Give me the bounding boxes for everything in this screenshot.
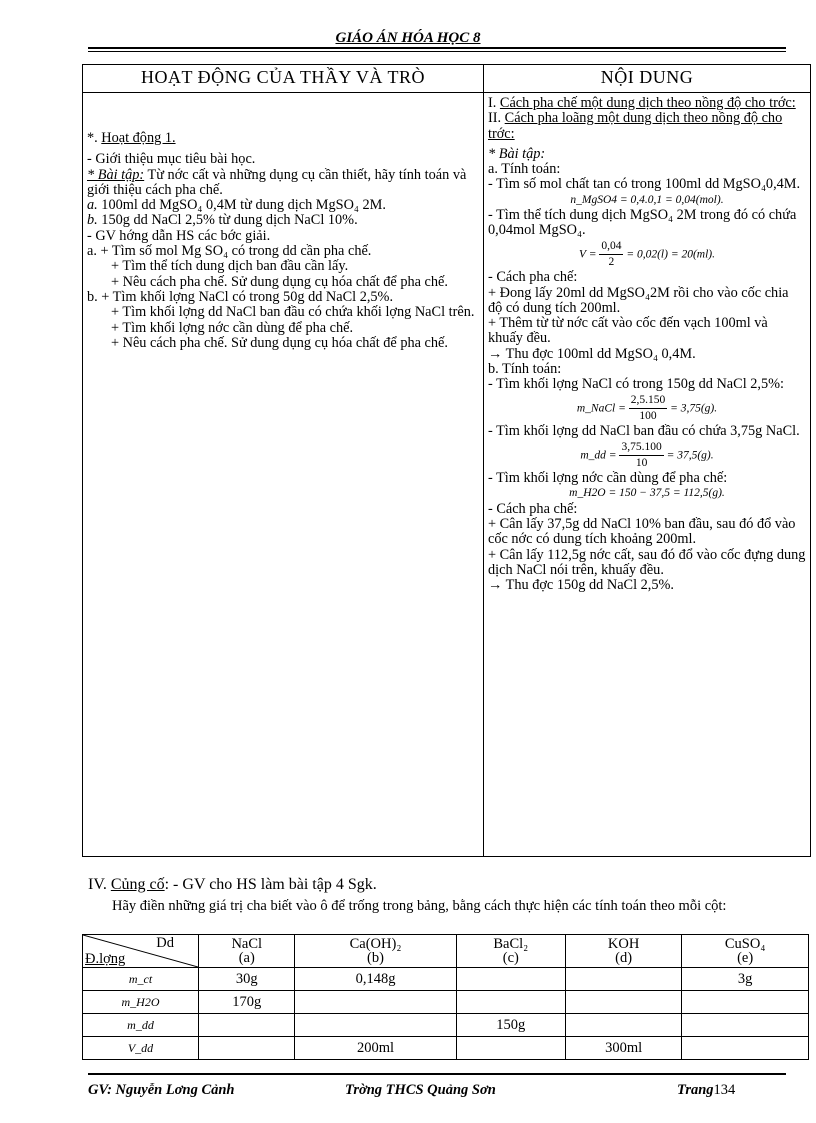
activity-title: *. Hoạt động 1. bbox=[87, 130, 176, 146]
lesson-table bbox=[82, 64, 811, 857]
column-header: CuSO₄ (e) bbox=[682, 935, 809, 968]
column-header: NaCl (a) bbox=[199, 935, 295, 968]
activity-line: + Tìm thể tích dung dịch ban đầu cần lấy. bbox=[111, 258, 349, 275]
section-II: II. Cách pha loãng một dung dịch theo nồng độ cho trớc: bbox=[488, 110, 783, 142]
content-line: a. Tính toán: bbox=[488, 161, 561, 178]
column-divider bbox=[483, 65, 484, 856]
content-column bbox=[488, 96, 806, 594]
content-line: + Thêm từ từ nớc cất vào cốc đến vạch 100ml và khuấy đều. bbox=[488, 315, 768, 347]
corner-top-label: Dd bbox=[156, 935, 174, 951]
section-I: I. Cách pha chế một dung dịch theo nồng độ cho trớc: bbox=[488, 95, 796, 111]
section-iv-description: Hãy điền những giá trị cha biết vào ô để trống trong bảng, bằng cách thực hiện các tính toán theo mỗi cột: bbox=[112, 898, 727, 914]
document-header bbox=[0, 30, 816, 47]
content-line: - Tìm số mol chất tan có trong 100ml dd MgSO₄0,4M. bbox=[488, 176, 801, 193]
document-title: GIÁO ÁN HÓA HỌC 8 bbox=[335, 30, 481, 46]
header-rule-thick bbox=[88, 47, 786, 49]
activity-line: - GV hớng dẫn HS các bớc giải. bbox=[87, 227, 271, 244]
activity-line: + Tìm khối lợng dd NaCl ban đầu có chứa khối lợng NaCl trên. bbox=[111, 304, 475, 321]
table-row: m_H2O 170g bbox=[83, 991, 809, 1014]
activity-line: a. + Tìm số mol Mg SO₄ có trong dd cần pha chế. bbox=[87, 243, 372, 260]
activity-line: + Nêu cách pha chế. Sử dung dụng cụ hóa chất để pha chế. bbox=[111, 273, 448, 290]
table-corner-cell bbox=[83, 935, 199, 968]
activity-line: - Giới thiệu mục tiêu bài học. bbox=[87, 151, 256, 168]
footer-page: Trang134 bbox=[677, 1082, 736, 1098]
formula-water-mass: m_H2O = 150 − 37,5 = 112,5(g). bbox=[569, 487, 725, 500]
activity-line: + Nêu cách pha chế. Sử dung dụng cụ hóa chất để pha chế. bbox=[111, 334, 448, 351]
header-divider bbox=[83, 92, 810, 93]
activity-line: b. + Tìm khối lợng NaCl có trong 50g dd NaCl 2,5%. bbox=[87, 288, 394, 305]
content-line: - Cách pha chế: bbox=[488, 500, 578, 517]
section-iv-heading: IV. Củng cố: - GV cho HS làm bài tập 4 Sgk. bbox=[88, 876, 377, 893]
content-line: → Thu đợc 100ml dd MgSO₄ 0,4M. bbox=[488, 345, 696, 362]
table-row: m_dd 150g bbox=[83, 1014, 809, 1037]
activity-line: + Tìm khối lợng nớc cần dùng để pha chế. bbox=[111, 319, 354, 336]
column-header: BaCl₂ (c) bbox=[456, 935, 566, 968]
footer-rule-thick bbox=[88, 1073, 786, 1075]
content-line: - Cách pha chế: bbox=[488, 269, 578, 286]
content-line: + Đong lấy 20ml dd MgSO₄2M rồi cho vào cốc chia độ có dung tích 200ml. bbox=[488, 284, 789, 316]
activities-column bbox=[87, 131, 479, 351]
header-activities: HOẠT ĐỘNG CỦA THẦY VÀ TRÒ bbox=[140, 67, 426, 87]
header-rule-thin bbox=[88, 51, 786, 52]
content-line: b. Tính toán: bbox=[488, 361, 562, 378]
content-line: - Tìm thể tích dung dịch MgSO₄ 2M trong đó có chứa 0,04mol MgSO₄. bbox=[488, 207, 797, 239]
formula-solution-mass: m_dd = $\frac{3,75.100}{10}$ = 37,5(g). bbox=[580, 440, 714, 469]
table-row: m_ct 30g 0,148g 3g bbox=[83, 968, 809, 991]
content-line: → Thu đợc 150g dd NaCl 2,5%. bbox=[488, 577, 674, 594]
table-row: V_dd 200ml 300ml bbox=[83, 1037, 809, 1060]
content-line: - Tìm khối lợng nớc cần dùng để pha chế: bbox=[488, 470, 728, 487]
exercise-table bbox=[82, 934, 809, 1060]
content-line: + Cân lấy 112,5g nớc cất, sau đó đổ vào cốc đựng dung dịch NaCl nói trên, khuấy đều. bbox=[488, 546, 806, 578]
formula-volume: V = $\frac{0,04}{2}$ = 0,02(l) = 20(ml). bbox=[579, 239, 715, 268]
column-header: Ca(OH)₂ (b) bbox=[295, 935, 456, 968]
corner-bottom-label: Đ.lợng bbox=[85, 951, 126, 967]
formula-moles: n_MgSO4 = 0,4.0,1 = 0,04(mol). bbox=[570, 193, 724, 206]
content-line: - Tìm khối lợng NaCl có trong 150g dd NaCl 2,5%: bbox=[488, 376, 784, 393]
header-content: NỘI DUNG bbox=[600, 67, 694, 87]
content-line: - Tìm khối lợng dd NaCl ban đầu có chứa 3,75g NaCl. bbox=[488, 423, 800, 440]
content-line: + Cân lấy 37,5g dd NaCl 10% ban đầu, sau đó đổ vào cốc nớc có dung tích khoảng 200ml. bbox=[488, 516, 796, 548]
exercise-a: a. 100ml dd MgSO₄ 0,4M từ dung dịch MgSO₄ 2M. bbox=[87, 197, 386, 214]
exercise-label: * Bài tập: bbox=[488, 145, 546, 162]
footer-school: Trờng THCS Quảng Sơn bbox=[345, 1082, 496, 1098]
exercise-b: b. 150g dd NaCl 2,5% từ dung dịch NaCl 10%. bbox=[87, 212, 358, 229]
exercise-statement: * Bài tập: Từ nớc cất và những dụng cụ cần thiết, hãy tính toán và giới thiệu cách pha chế. bbox=[87, 166, 467, 198]
footer-teacher: GV: Nguyễn Lơng Cảnh bbox=[88, 1082, 235, 1098]
formula-nacl-mass: m_NaCl = $\frac{2,5.150}{100}$ = 3,75(g). bbox=[576, 393, 718, 422]
column-header: KOH (d) bbox=[566, 935, 682, 968]
